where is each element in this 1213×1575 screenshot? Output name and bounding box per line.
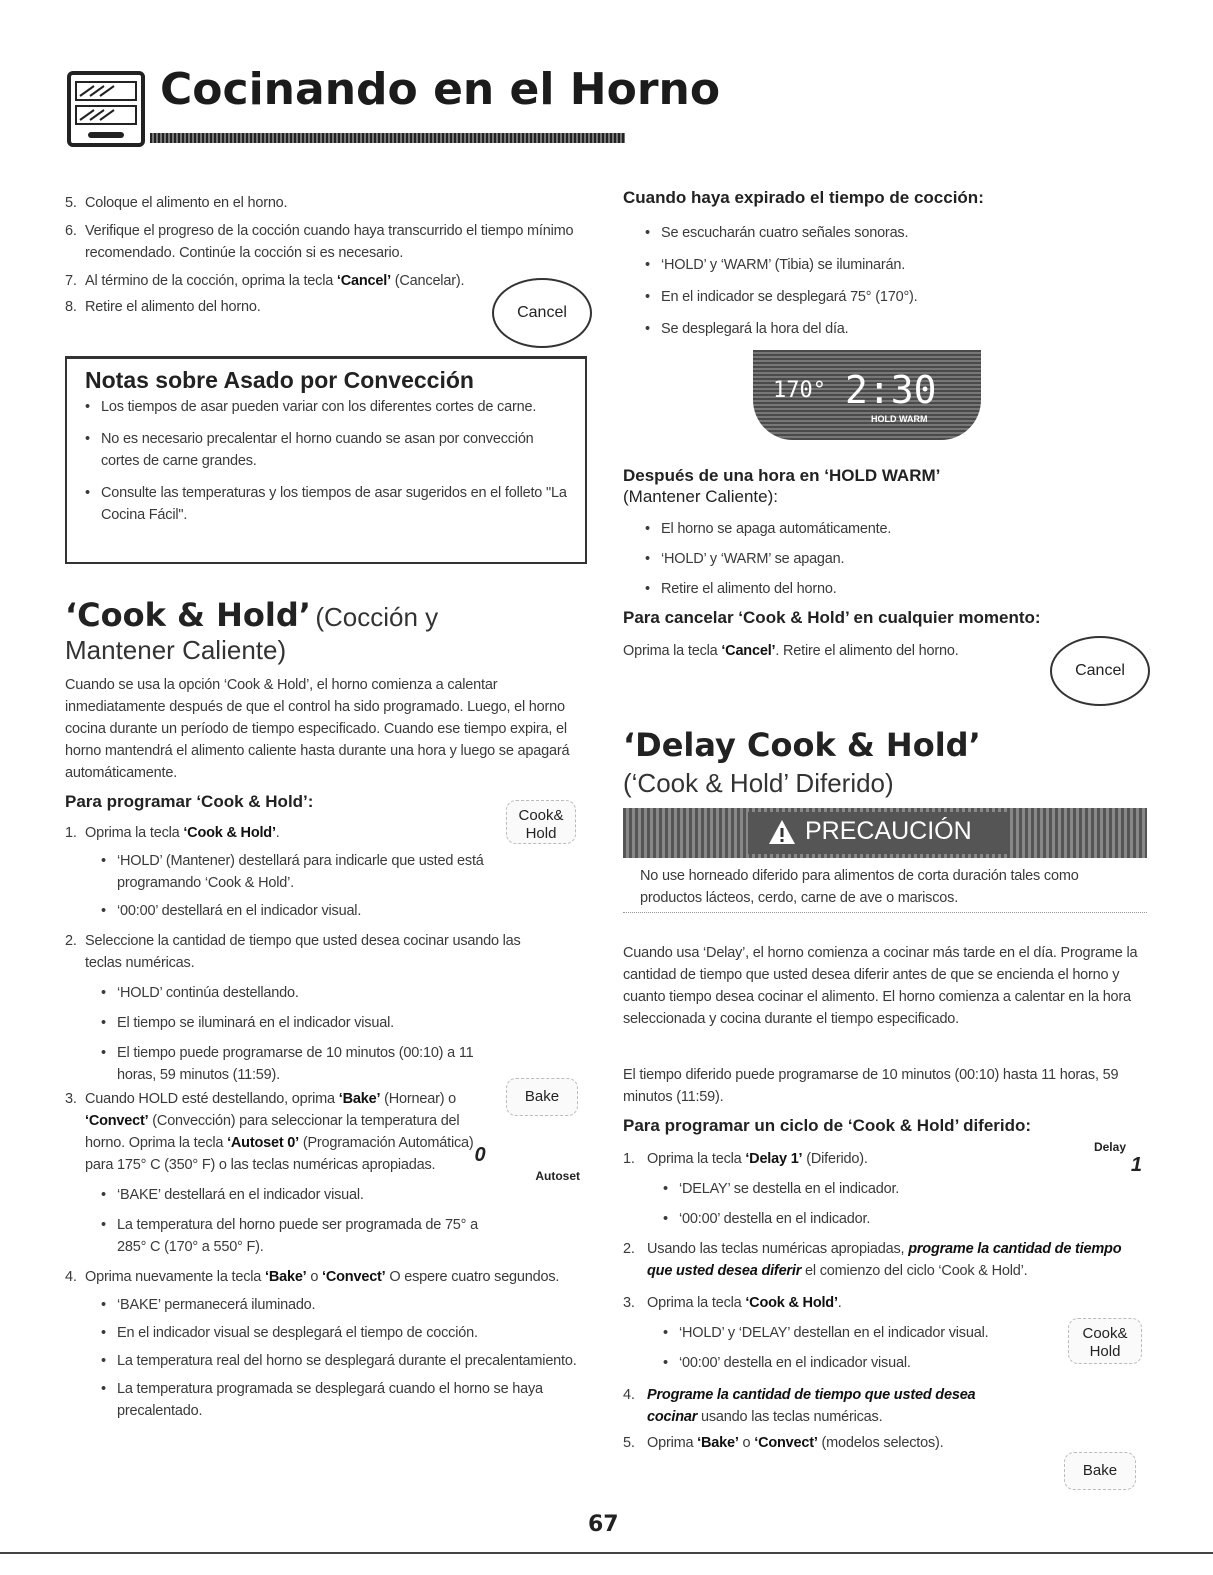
bottom-rule [0, 1552, 1213, 1554]
cook-hold-key: Cook& Hold [506, 800, 576, 844]
after-heading: Después de una hora en ‘HOLD WARM’ [623, 466, 941, 485]
delay-step-3: 3. Oprima la tecla ‘Cook & Hold’. [623, 1295, 842, 1311]
step-7: 7. Al término de la cocción, oprima la tecla ‘Cancel’ (Cancelar). [65, 273, 465, 289]
expired-heading: Cuando haya expirado el tiempo de cocción: [623, 188, 984, 207]
oven-icon [66, 70, 146, 148]
delay-step-3-bullet: • ‘00:00’ destella en el indicador visual. [663, 1352, 1043, 1374]
delay-step-3-bullet: • ‘HOLD’ y ‘DELAY’ destellan en el indicador visual. [663, 1322, 1043, 1344]
after-bullet: • Retire el alimento del horno. [645, 578, 1145, 600]
delay-step-2: 2. Usando las teclas numéricas apropiadas, programe la cantidad de tiempo que usted desea diferir el comienzo del ciclo ‘Cook & Hold’. [623, 1241, 1122, 1279]
expired-bullet: • ‘HOLD’ y ‘WARM’ (Tibia) se iluminarán. [645, 254, 1145, 276]
delay-paragraph-2: El tiempo diferido puede programarse de 10 minutos (00:10) hasta 11 horas, 59 minutos (11:59). [623, 1067, 1119, 1105]
delay-key-label: Delay [1093, 1140, 1126, 1154]
step-5: 5. Coloque el alimento en el horno. [65, 195, 288, 211]
cookhold-subtitle: Mantener Caliente) [65, 635, 287, 665]
display-time: 2:30 [845, 368, 937, 412]
notes-box [65, 356, 587, 564]
step-8: 8. Retire el alimento del horno. [65, 299, 261, 315]
oven-display [753, 350, 981, 440]
after-bullet: • ‘HOLD’ y ‘WARM’ se apagan. [645, 548, 1145, 570]
autoset-zero: 0 [474, 1144, 486, 1166]
step-3: 3. Cuando HOLD esté destellando, oprima ‘Bake’ (Hornear) o ‘Convect’ (Convección) para seleccionar la temperatura del horno. Oprima la tecla ‘Autoset 0’ (Programación Automática) para 175° C (350° F) o las teclas numéricas apropiadas. [65, 1091, 474, 1173]
delay-step-1: 1. Oprima la tecla ‘Delay 1’ (Diferido). [623, 1151, 868, 1167]
step-2-bullet: • ‘HOLD’ continúa destellando. [101, 982, 491, 1004]
step-4-bullet: • La temperatura programada se desplegará cuando el horno se haya precalentado. [101, 1378, 591, 1422]
caution-divider [623, 912, 1147, 913]
cancel-key-right: Cancel [1050, 636, 1150, 706]
caution-banner [623, 808, 1147, 858]
autoset-key [470, 1144, 580, 1190]
caution-text: No use horneado diferido para alimentos de corta duración tales como productos lácteos, cerdo, carne de ave o mariscos. [640, 868, 1079, 906]
cookhold-intro: Cuando se usa la opción ‘Cook & Hold’, el horno comienza a calentar inmediatamente después de que el control ha sido programado. Luego, el horno cocina durante un período de tiempo especificado. Cuando ese tiempo expira, el horno mantendrá el alimento caliente hasta durante una hora y luego se apagará automáticamente. [65, 677, 570, 781]
step-4: 4. Oprima nuevamente la tecla ‘Bake’ o ‘Convect’ O espere cuatro segundos. [65, 1269, 560, 1285]
step-2-bullet: • El tiempo puede programarse de 10 minutos (00:10) a 11 horas, 59 minutos (11:59). [101, 1042, 491, 1086]
delay-heading: Para programar un ciclo de ‘Cook & Hold’ diferido: [623, 1116, 1032, 1135]
expired-bullet: • Se escucharán cuatro señales sonoras. [645, 222, 1145, 244]
autoset-label: Autoset [535, 1169, 580, 1183]
display-status: HOLD WARM [871, 414, 928, 424]
bake-key: Bake [506, 1078, 578, 1116]
cancel-key: Cancel [492, 278, 592, 348]
step-1: 1. Oprima la tecla ‘Cook & Hold’. [65, 825, 280, 841]
step-1-bullet: • ‘00:00’ destellará en el indicador visual. [101, 900, 501, 922]
warning-icon [768, 818, 796, 846]
step-3-bullet: • ‘BAKE’ destellará en el indicador visual. [101, 1184, 491, 1206]
notes-title: Notas sobre Asado por Convección [85, 367, 474, 393]
step-2: 2. Seleccione la cantidad de tiempo que usted desea cocinar usando las teclas numéricas. [65, 933, 521, 971]
delay-key-number: 1 [1130, 1154, 1142, 1176]
after-heading-paren: (Mantener Caliente): [623, 487, 778, 506]
cookhold-title: ‘Cook & Hold’ (Cocción y [65, 596, 439, 634]
step-6: 6. Verifique el progreso de la cocción cuando haya transcurrido el tiempo mínimo recomendado. Continúe la cocción si es necesario. [65, 223, 574, 261]
notes-item: • Los tiempos de asar pueden variar con los diferentes cortes de carne. [85, 396, 571, 418]
bake-key-right: Bake [1064, 1452, 1136, 1490]
step-4-bullet: • La temperatura real del horno se desplegará durante el precalentamiento. [101, 1350, 591, 1372]
display-temp: 170° [773, 378, 826, 403]
caution-title: PRECAUCIÓN [805, 817, 972, 845]
expired-bullet: • En el indicador se desplegará 75° (170°). [645, 286, 1145, 308]
title-underline [150, 133, 625, 143]
prog-heading: Para programar ‘Cook & Hold’: [65, 792, 314, 811]
cancel-heading: Para cancelar ‘Cook & Hold’ en cualquier momento: [623, 608, 1041, 627]
notes-item: • Consulte las temperaturas y los tiempos de asar sugeridos en el folleto "La Cocina Fácil". [85, 482, 571, 526]
after-bullet: • El horno se apaga automáticamente. [645, 518, 1145, 540]
delay-step-1-bullet: • ‘00:00’ destella en el indicador. [663, 1208, 1063, 1230]
cookhold-steps [65, 822, 595, 1422]
after-list [645, 518, 1145, 600]
page-number: 67 [588, 1512, 619, 1537]
step-3-bullet: • La temperatura del horno puede ser programada de 75° a 285° C (170° a 550° F). [101, 1214, 491, 1258]
delay-subtitle: (‘Cook & Hold’ Diferido) [623, 768, 894, 798]
expired-bullet: • Se desplegará la hora del día. [645, 318, 1145, 340]
step-4-bullet: • En el indicador visual se desplegará el tiempo de cocción. [101, 1322, 591, 1344]
cook-hold-key-right: Cook& Hold [1068, 1318, 1142, 1364]
delay-step-5: 5. Oprima ‘Bake’ o ‘Convect’ (modelos selectos). [623, 1435, 944, 1451]
page-title: Cocinando en el Horno [160, 64, 721, 115]
delay-step-1-bullet: • ‘DELAY’ se destella en el indicador. [663, 1178, 1063, 1200]
delay-paragraph-1: Cuando usa ‘Delay’, el horno comienza a cocinar más tarde en el día. Programe la cantidad de tiempo que usted desea diferir antes de que se encienda el horno y cuanto tiempo desea cocinar el alimento. El horno comienza a calentar en la hora seleccionada y cocina durante el tiempo especificado. [623, 945, 1138, 1027]
notes-item: • No es necesario precalentar el horno cuando se asan por convección cortes de carne grandes. [85, 428, 571, 472]
delay-step-4: 4. Programe la cantidad de tiempo que usted desea cocinar usando las teclas numéricas. [623, 1387, 976, 1425]
delay-key [1070, 1140, 1150, 1188]
delay-title: ‘Delay Cook & Hold’ [623, 726, 981, 764]
cancel-text: Oprima la tecla ‘Cancel’. Retire el alimento del horno. [623, 643, 959, 659]
expired-list [645, 222, 1145, 340]
delay-steps [623, 1148, 1148, 1454]
step-1-bullet: • ‘HOLD’ (Mantener) destellará para indicarle que usted está programando ‘Cook & Hold’. [101, 850, 501, 894]
step-2-bullet: • El tiempo se iluminará en el indicador visual. [101, 1012, 491, 1034]
step-4-bullet: • ‘BAKE’ permanecerá iluminado. [101, 1294, 591, 1316]
